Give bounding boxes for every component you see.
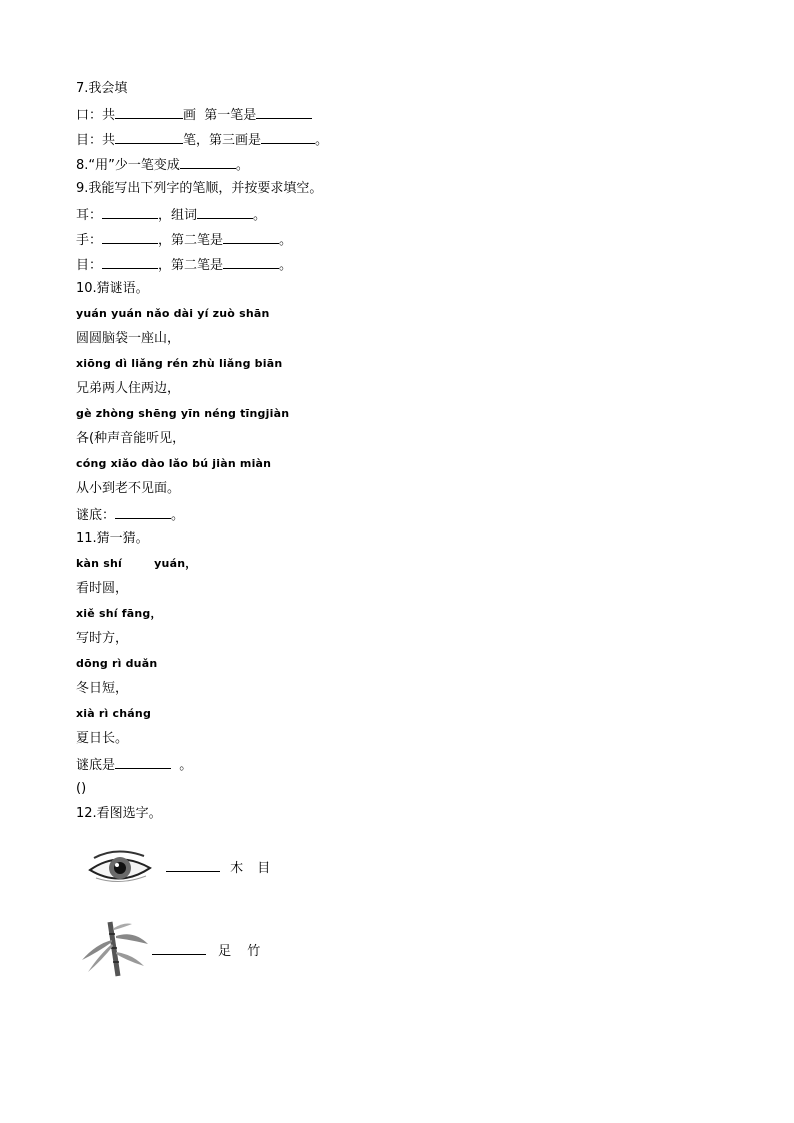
q10-answer-blank[interactable] [115, 505, 171, 519]
q10-pinyin-3: gè zhòng shēng yīn néng tīngjiàn [76, 407, 290, 420]
q12-bamboo-option-2[interactable]: 竹 [247, 944, 261, 959]
q11-answer-end: 。 [171, 758, 193, 773]
q12-title: 12.看图选字。 [76, 806, 162, 821]
q9-row2-mid: ，第二笔是 [158, 233, 224, 248]
q9-row2-blank2[interactable] [223, 230, 279, 244]
q9-row2-prefix: 手： [76, 233, 103, 248]
q9-row3-end: 。 [279, 258, 293, 273]
q11-answer-row [76, 755, 192, 775]
q8-row [76, 155, 249, 175]
q7-row1-blank2[interactable] [256, 105, 312, 119]
q12-bamboo-blank[interactable] [152, 941, 206, 955]
q10-pinyin-2: xiōng dì liǎng rén zhù liǎng biān [76, 357, 283, 370]
q10-hanzi-1: 圆圆脑袋一座山， [76, 331, 181, 346]
q11-answer-blank[interactable] [115, 755, 171, 769]
q12-eye-option-2[interactable]: 目 [257, 861, 271, 876]
q7-row2-blank1[interactable] [115, 130, 183, 144]
q9-row1-blank2[interactable] [197, 205, 253, 219]
q9-row1-mid: ，组词 [158, 208, 198, 223]
q10-hanzi-3: 各(种声音能听见， [76, 431, 186, 446]
q11-hanzi-2: 写时方， [76, 631, 129, 646]
q11-paren: () [76, 781, 87, 796]
q9-row3-mid: ，第二笔是 [158, 258, 224, 273]
q10-pinyin-1: yuán yuán nǎo dài yí zuò shān [76, 307, 270, 320]
q9-row2 [76, 230, 292, 250]
q7-row1-blank1[interactable] [115, 105, 183, 119]
q12-eye-row [166, 858, 270, 878]
q9-row1 [76, 205, 266, 225]
q11-pinyin-1: kàn shí yuán， [76, 557, 197, 570]
q10-title: 10.猜谜语。 [76, 281, 149, 296]
q9-row1-blank1[interactable] [102, 205, 158, 219]
q9-row3 [76, 255, 292, 275]
q7-row2-blank2[interactable] [261, 130, 315, 144]
q7-row2-prefix: 目：共 [76, 133, 116, 148]
q7-row2-mid: 笔，第三画是 [183, 133, 262, 148]
q10-hanzi-4: 从小到老不见面。 [76, 481, 181, 496]
q11-pinyin-3: dōng rì duǎn [76, 657, 158, 670]
q9-row2-blank1[interactable] [102, 230, 158, 244]
q7-row1-mid: 画 第一笔是 [183, 108, 257, 123]
q10-answer-end: 。 [171, 508, 185, 523]
q12-bamboo-option-1[interactable]: 足 [218, 944, 232, 959]
q8-blank[interactable] [180, 155, 236, 169]
q9-row1-prefix: 耳： [76, 208, 103, 223]
q9-row3-blank1[interactable] [102, 255, 158, 269]
q7-row2-end: 。 [315, 133, 329, 148]
q11-answer-label: 谜底是 [76, 758, 116, 773]
eye-image [86, 848, 154, 888]
q11-hanzi-4: 夏日长。 [76, 731, 129, 746]
q10-answer-row [76, 505, 184, 525]
q9-row1-end: 。 [253, 208, 267, 223]
q9-row2-end: 。 [279, 233, 293, 248]
q7-row1-prefix: 口：共 [76, 108, 116, 123]
q9-row3-prefix: 目： [76, 258, 103, 273]
q11-hanzi-3: 冬日短， [76, 681, 129, 696]
q10-answer-label: 谜底： [76, 508, 116, 523]
q11-hanzi-1: 看时圆， [76, 581, 129, 596]
q10-hanzi-2: 兄弟两人住两边， [76, 381, 181, 396]
q11-pinyin-2: xiě shí fāng， [76, 607, 162, 620]
q12-eye-option-1[interactable]: 木 [230, 861, 244, 876]
q7-row2 [76, 130, 328, 150]
q7-title: 7.我会填 [76, 81, 128, 96]
q8-text: 8.“用”少一笔变成 [76, 158, 180, 173]
q9-row3-blank2[interactable] [223, 255, 279, 269]
q8-end: 。 [235, 158, 249, 173]
q11-pinyin-4: xià rì cháng [76, 707, 152, 720]
bamboo-image [78, 920, 152, 978]
q9-title: 9.我能写出下列字的笔顺，并按要求填空。 [76, 181, 323, 196]
q10-pinyin-4: cóng xiǎo dào lǎo bú jiàn miàn [76, 457, 272, 470]
q12-eye-blank[interactable] [166, 858, 220, 872]
q7-row1 [76, 105, 312, 125]
q11-title: 11.猜一猜。 [76, 531, 149, 546]
q12-bamboo-row [152, 941, 260, 961]
